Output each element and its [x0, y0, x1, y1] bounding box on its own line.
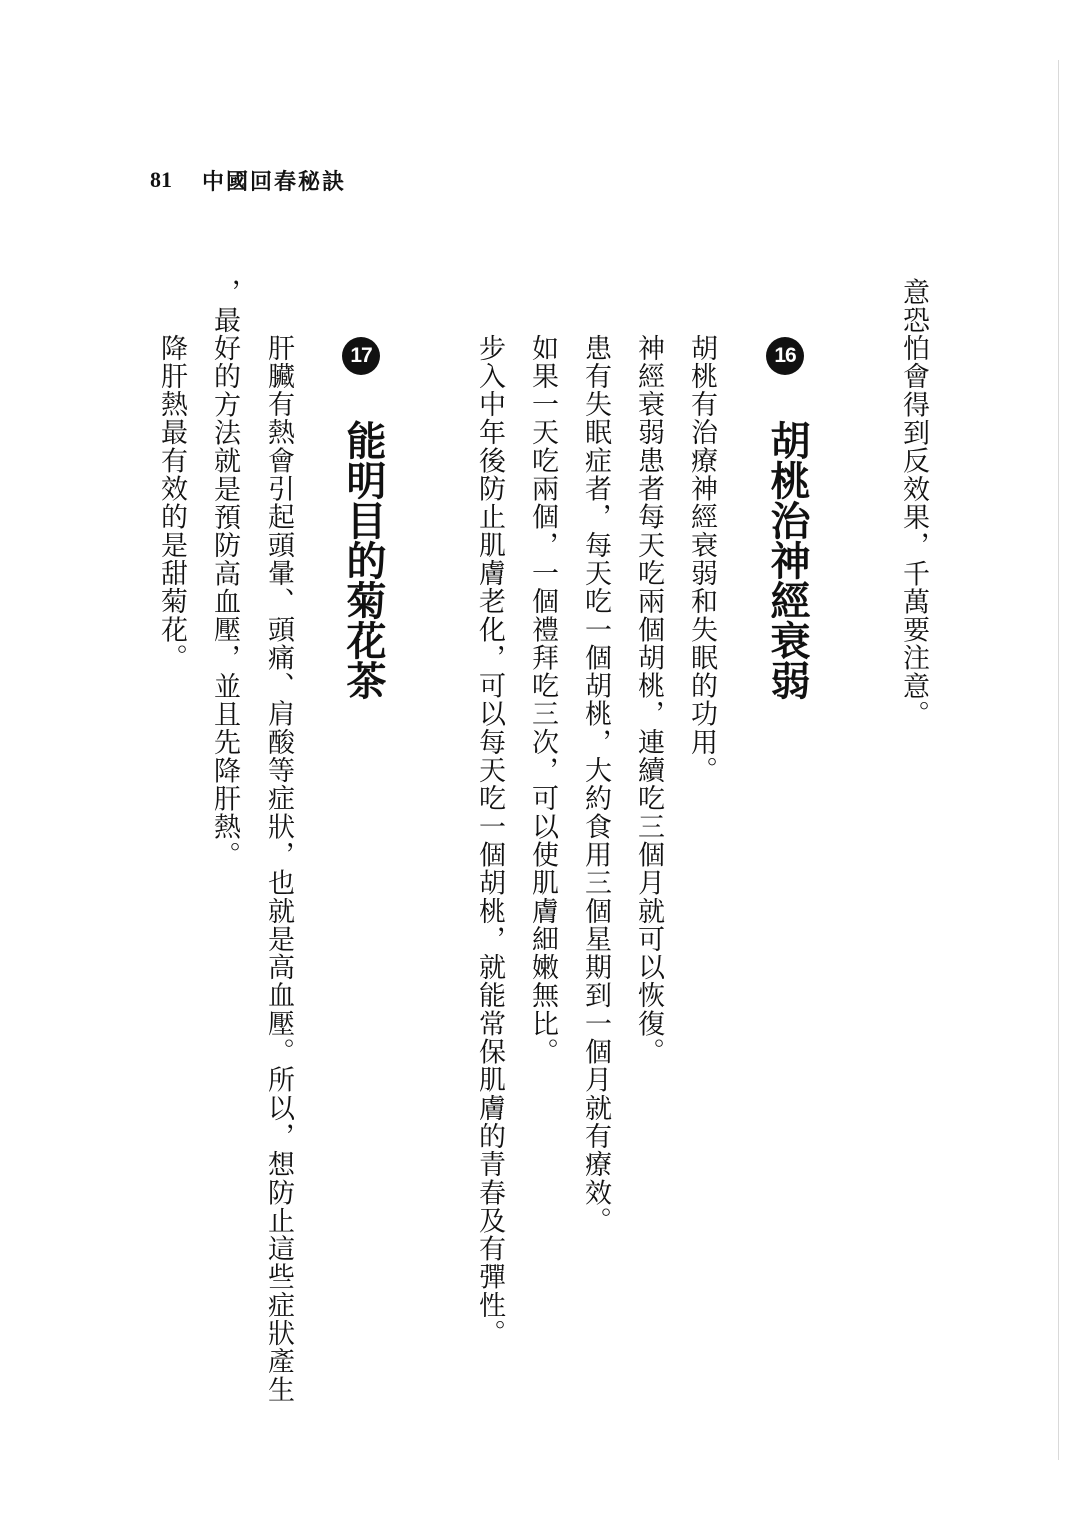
text-column-3: 神經衰弱患者每天吃兩個胡桃，連續吃三個月就可以恢復。	[633, 334, 664, 1066]
section-heading-17: 能明目的菊花茶	[340, 420, 386, 700]
text-column-9: 降肝熱最有效的是甜菊花。	[156, 334, 187, 672]
text-column-4: 患有失眠症者，每天吃一個胡桃，大約食用三個星期到一個月就有療效。	[580, 334, 611, 1235]
text-column-2: 胡桃有治療神經衰弱和失眠的功用。	[686, 334, 717, 785]
text-column-1: 意恐怕會得到反效果，千萬要注意。	[898, 278, 929, 729]
section-number-badge-17: 17	[342, 337, 380, 375]
text-column-8: ，最好的方法就是預防高血壓，並且先降肝熱。	[209, 278, 240, 870]
text-column-6: 步入中年後防止肌膚老化，可以每天吃一個胡桃，就能常保肌膚的青春及有彈性。	[474, 334, 505, 1348]
scan-edge-line	[1058, 60, 1059, 1460]
section-number-badge-16: 16	[766, 337, 804, 375]
text-column-5: 如果一天吃兩個，一個禮拜吃三次，可以使肌膚細嫩無比。	[527, 334, 558, 1066]
page-header	[150, 160, 346, 200]
page-number: 81	[150, 167, 172, 192]
text-column-7: 肝臟有熱會引起頭暈、頭痛、肩酸等症狀，也就是高血壓。所以，想防止這些症狀產生	[263, 334, 294, 1404]
running-title: 中國回春秘訣	[202, 168, 347, 195]
section-heading-16: 胡桃治神經衰弱	[764, 420, 810, 700]
